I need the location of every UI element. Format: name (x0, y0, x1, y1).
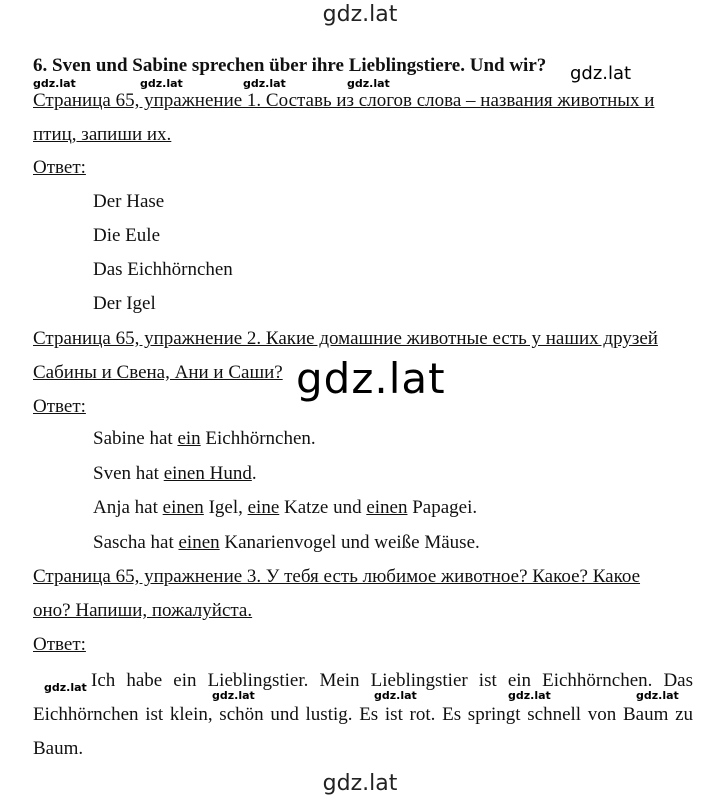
task3-answer-paragraph: Ich habe ein Lieblingstier. Mein Lieblingstier ist ein Eichhörnchen. Das Eichhörnchen ist klein, schön und lustig. Es ist rot. Es springt schnell von Baum zu Baum. (33, 670, 693, 759)
task2-sentence-2 (93, 463, 257, 485)
text: Papagei. (407, 497, 478, 518)
watermark-small: gdz.lat (243, 77, 286, 90)
task2-line1: Страница 65, упражнение 2. Какие домашние животные есть у наших друзей (33, 328, 658, 349)
text: Katze und (279, 497, 367, 518)
watermark-small: gdz.lat (508, 689, 551, 702)
task3-line2: оно? Напиши, пожалуйста. (33, 600, 253, 621)
text: Sabine hat (93, 428, 178, 449)
text: Sascha hat (93, 532, 179, 553)
text: Anja hat (93, 497, 163, 518)
watermark-small: gdz.lat (33, 77, 76, 90)
task3-line1: Страница 65, упражнение 3. У тебя есть любимое животное? Какое? Какое (33, 566, 641, 587)
task2-sentence-3 (93, 497, 477, 519)
watermark-small: gdz.lat (140, 77, 183, 90)
underlined-word: einen Hund (163, 463, 252, 484)
text: Eichhörnchen. (200, 428, 316, 449)
task1-answer-2: Die Eule (93, 225, 161, 246)
task1-answer-1: Der Hase (93, 191, 165, 212)
watermark-top: gdz.lat (322, 2, 398, 27)
underlined-word: einen (178, 532, 220, 553)
task2-answer-label: Ответ: (33, 396, 86, 417)
watermark-small: gdz.lat (636, 689, 679, 702)
underlined-word: eine (247, 497, 280, 518)
text: Igel, (203, 497, 248, 518)
watermark-heading-right: gdz.lat (570, 63, 632, 84)
task1-line1: Страница 65, упражнение 1. Составь из слогов слова – названия животных и (33, 90, 655, 111)
underlined-word: einen (366, 497, 408, 518)
task2-line2: Сабины и Свена, Ани и Саши? (33, 362, 283, 383)
watermark-small: gdz.lat (212, 689, 255, 702)
underlined-word: einen (162, 497, 204, 518)
watermark-small: gdz.lat (44, 681, 87, 694)
task3-answer-label: Ответ: (33, 634, 86, 655)
task2-sentence-1 (93, 428, 316, 450)
text: Kanarienvogel und weiße Mäuse. (219, 532, 480, 553)
task2-sentence-4 (93, 532, 480, 554)
text: . (251, 463, 257, 484)
exercise-heading: 6. Sven und Sabine sprechen über ihre Lieblingstiere. Und wir? (33, 55, 547, 76)
task1-answer-3: Das Eichhörnchen (93, 259, 233, 280)
task1-answer-label: Ответ: (33, 157, 86, 178)
underlined-word: ein (177, 428, 201, 449)
task1-answer-4: Der Igel (93, 293, 156, 314)
task1-line2: птиц, запиши их. (33, 124, 172, 145)
watermark-center: gdz.lat (296, 354, 446, 403)
watermark-small: gdz.lat (374, 689, 417, 702)
watermark-bottom: gdz.lat (322, 771, 398, 796)
text: Sven hat (93, 463, 164, 484)
watermark-small: gdz.lat (347, 77, 390, 90)
